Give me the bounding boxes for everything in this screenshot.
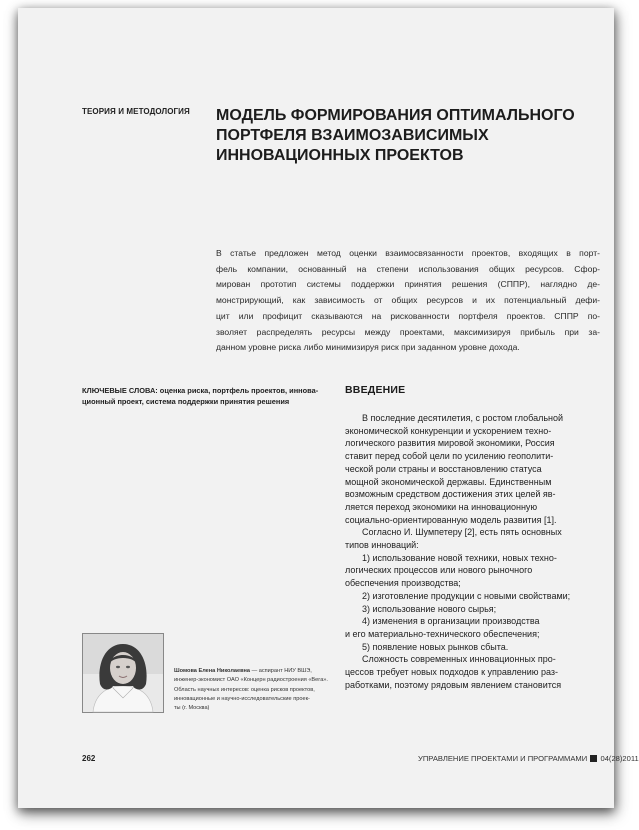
abstract-line: фель компании, основанный на степени использования общих ресурсов. Сфор- [216,263,600,274]
intro-line: В последние десятилетия, с ростом глобальной [362,413,564,423]
keywords [82,385,332,407]
journal-issue: 04(28)2011 [600,754,639,763]
intro-line: логического развития мировой экономики, Россия [345,438,555,449]
abstract-line: монстрирующий, как зависимость от общих ресурсов и их потенциальный дефи- [216,295,600,306]
intro-line: и его материально-технического обеспечения; [345,628,540,639]
article-title [216,106,576,166]
intro-line: ческой роли страны и восстановлению статуса [345,463,542,474]
section-label: ТЕОРИЯ И МЕТОДОЛОГИЯ [82,107,190,116]
keywords-line: ционный проект, система поддержки принятия решения [82,397,290,407]
intro-line: 4) изменения в организации производства [362,616,540,627]
intro-line: экономической конкуренции и ускорением техно- [345,425,552,436]
abstract-line: В статье предложен метод оценки взаимосвязанности проектов, входящих в порт- [216,248,600,258]
intro-line: Сложность современных инновационных про- [362,654,556,665]
intro-line: Согласно И. Шумпетеру [2], есть пять основных [362,527,562,538]
intro-line: возможным средством достижения этих целей яв- [345,489,556,500]
title-line: ПОРТФЕЛЯ ВЗАИМОЗАВИСИМЫХ [216,127,489,144]
page-number: 262 [82,754,96,763]
abstract-line: данном уровне риска либо минимизируя риск при заданном уровне дохода. [216,342,520,353]
intro-line: 1) использование новой техники, новых техно- [362,552,557,563]
abstract-line: цит или профицит сказываются на рискованности портфеля проектов. СППР по- [216,310,600,321]
abstract [216,246,600,356]
journal-name: УПРАВЛЕНИЕ ПРОЕКТАМИ И ПРОГРАММАМИ [418,754,588,763]
journal-footer [418,754,639,763]
intro-line: ставит перед собой цели по усилению геополити- [345,451,554,462]
author-line: инженер-экономист ОАО «Концерн радиостроения «Вега». [174,677,328,684]
author-info [174,667,344,713]
author-photo [82,633,164,713]
author-bio-first: — аспирант НИУ ВШЭ, [250,668,312,674]
intro-line: работками, поэтому рядовым явлением становится [345,679,562,690]
intro-line: мощной экономической державы. Единственным [345,476,552,487]
intro-heading: ВВЕДЕНИЕ [345,384,406,396]
author-line [174,667,344,676]
intro-line: типов инноваций: [345,540,419,551]
title-line: МОДЕЛЬ ФОРМИРОВАНИЯ ОПТИМАЛЬНОГО [216,107,575,124]
intro-line: социально-ориентированную модель развития [1]. [345,514,557,525]
intro-line: логических процессов или нового рыночного [345,565,533,576]
intro-line: 5) появление новых рынков сбыта. [362,641,509,652]
intro-line: 2) изготовление продукции с новыми свойствами; [362,590,571,601]
intro-line: 3) использование нового сырья; [362,603,497,614]
keywords-line: КЛЮЧЕВЫЕ СЛОВА: оценка риска, портфель проектов, иннова- [82,386,319,395]
intro-body [345,412,615,691]
journal-page [18,8,639,808]
square-separator-icon [590,755,597,762]
author-portrait-image [83,634,163,712]
author-line: ты (г. Москва) [174,705,210,712]
author-line: инновационные и научно-исследовательские проек- [174,695,310,702]
title-line: ИННОВАЦИОННЫХ ПРОЕКТОВ [216,147,464,164]
abstract-line: зволяет распределять ресурсы между проектами, максимизируя прибыль при за- [216,326,600,337]
author-line: Область научных интересов: оценка рисков проектов, [174,686,315,693]
intro-line: обеспечения производства; [345,578,461,589]
intro-line: ляется переход экономики на инновационную [345,501,538,512]
intro-line: цессов требует новых подходов к управлению раз- [345,667,559,678]
author-name: Шомова Елена Николаевна [174,668,251,674]
abstract-line: мирован прототип системы поддержки принятия решения (СППР), наглядно де- [216,279,600,290]
